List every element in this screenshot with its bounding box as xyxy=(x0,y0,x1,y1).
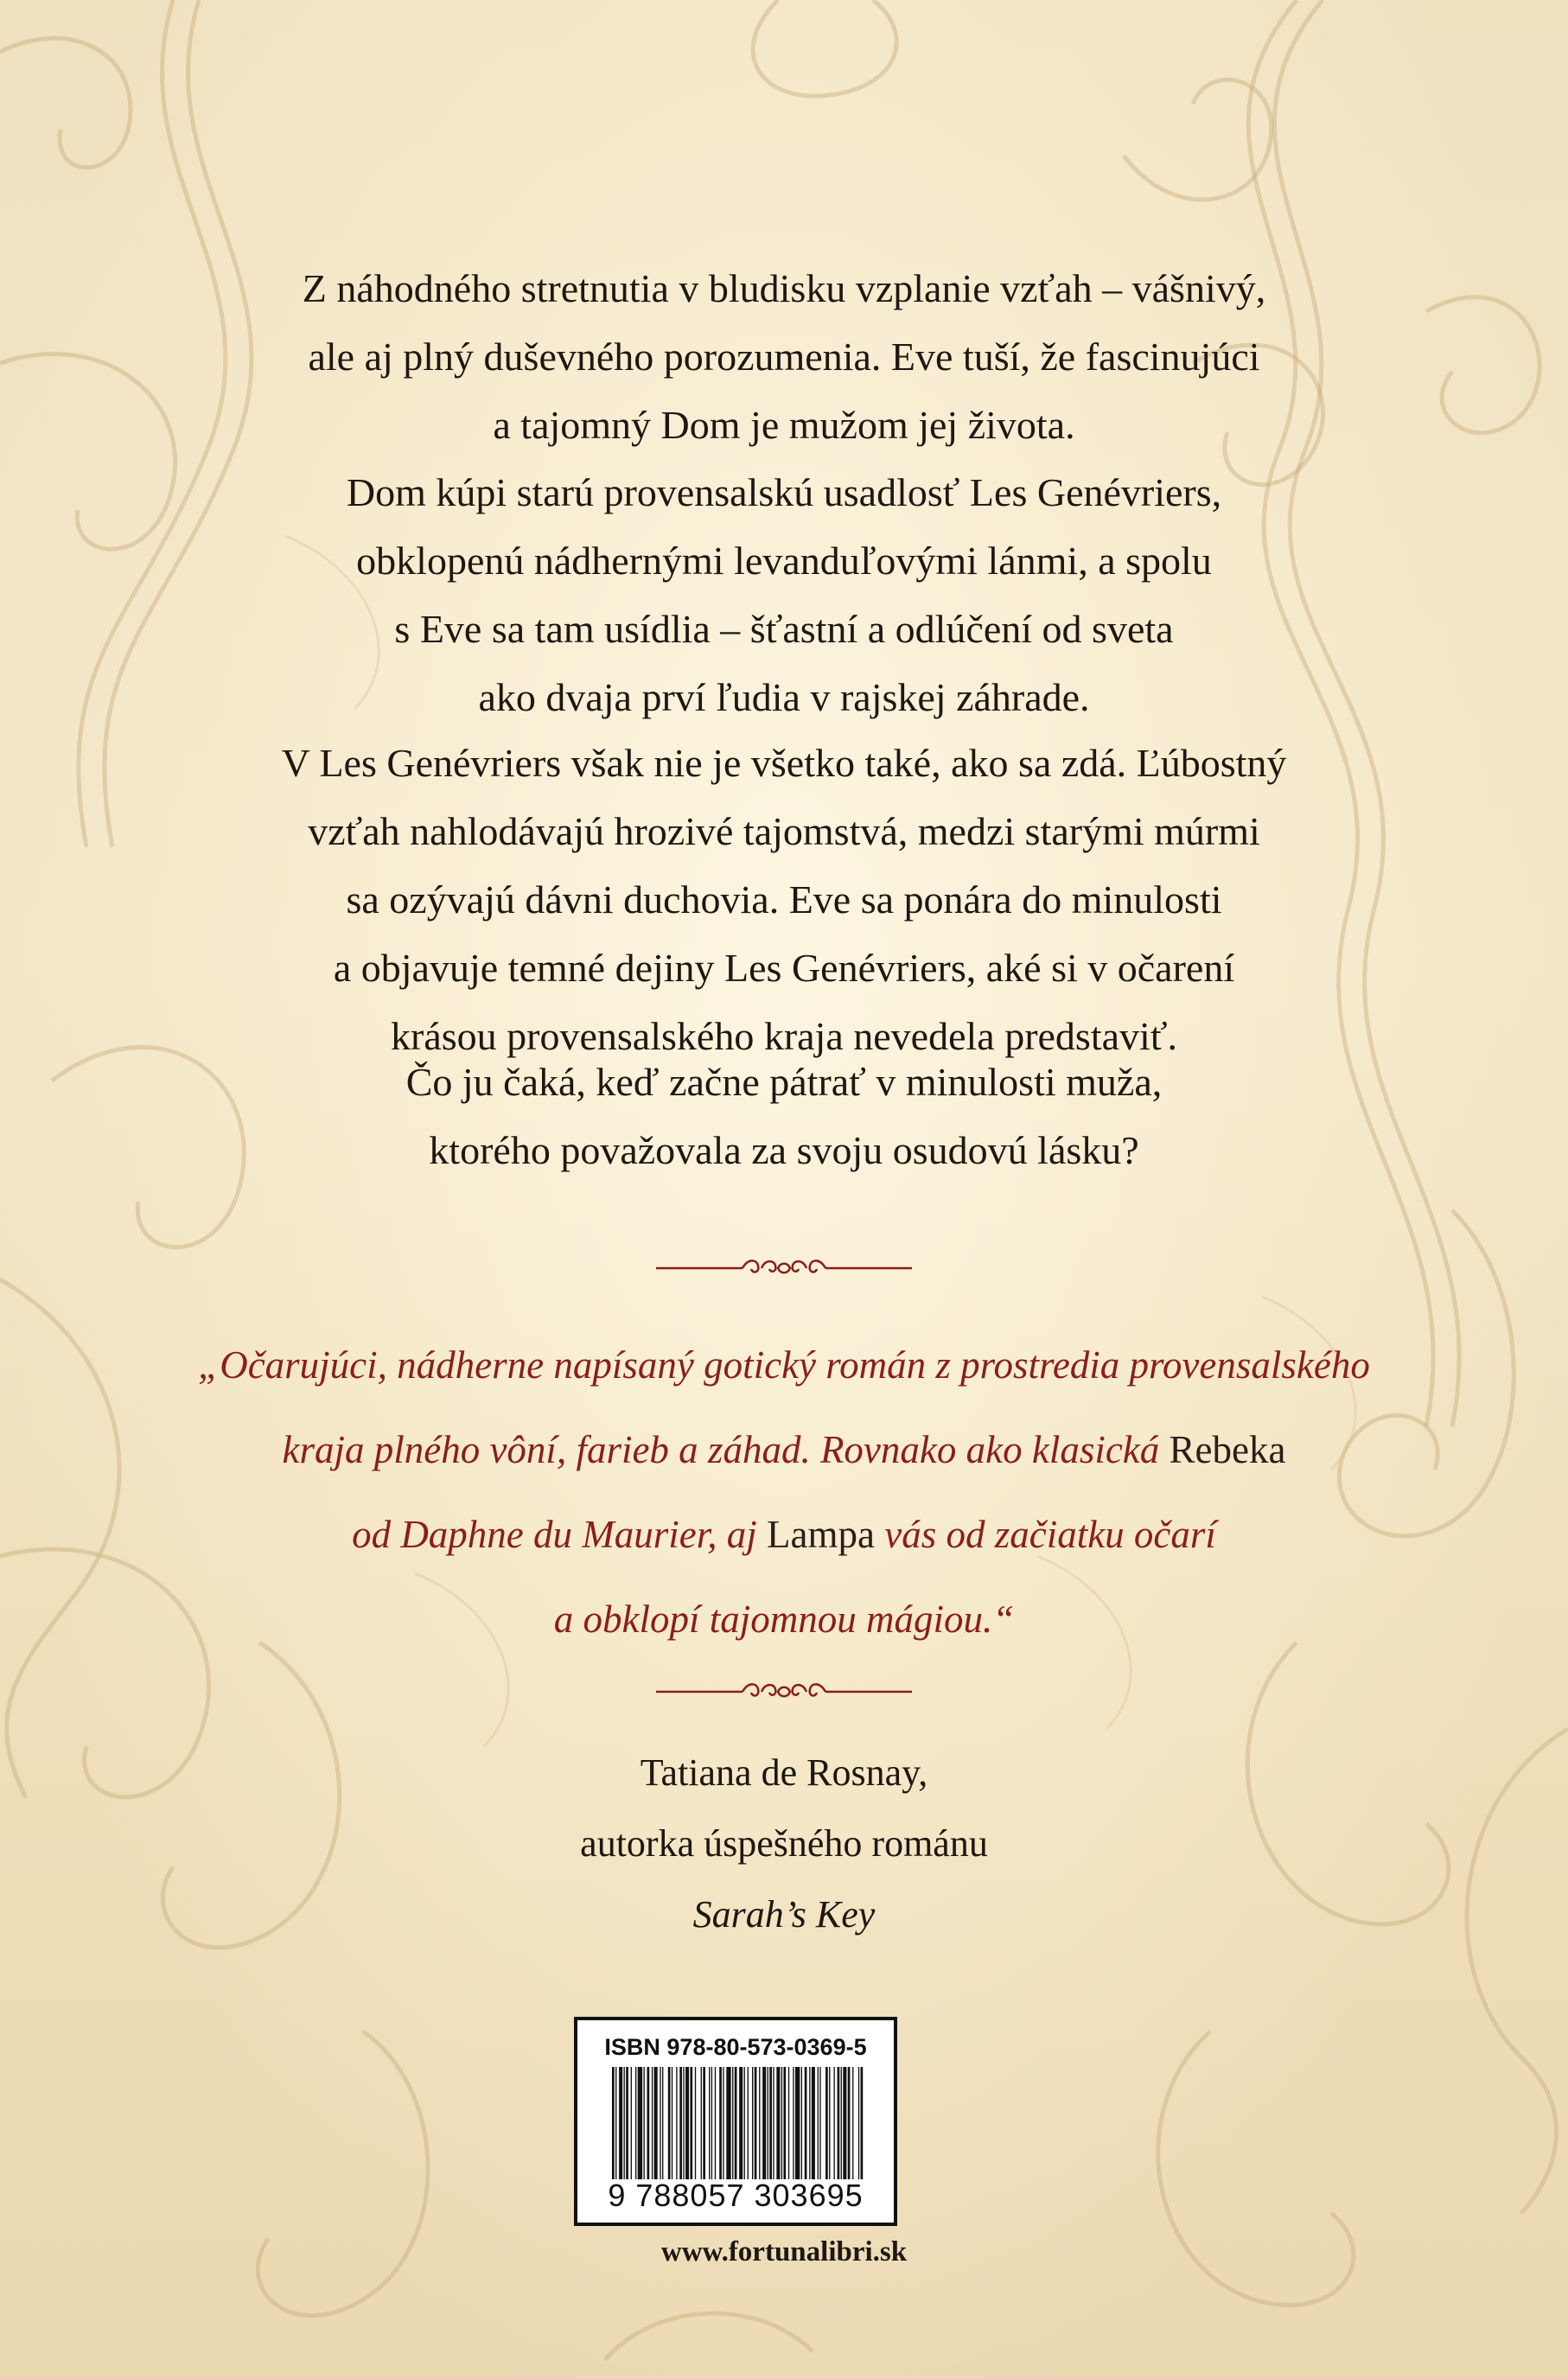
quote-text: a obklopí tajomnou mágiou.“ xyxy=(553,1598,1015,1641)
text-line: V Les Genévriers však nie je všetko také, ako sa zdá. Ľúbostný xyxy=(281,741,1287,785)
blurb-paragraph-2 xyxy=(173,458,1395,731)
ornamental-divider-icon xyxy=(654,1679,914,1705)
isbn-number: ISBN 978-80-573-0369-5 xyxy=(604,2034,867,2060)
text-line: a objavuje temné dejiny Les Genévriers, aké si v očarení xyxy=(333,946,1235,990)
blurb-paragraph-3 xyxy=(173,729,1395,1070)
quote-text: kraja plného vôní, farieb a záhad. Rovnako ako klasická xyxy=(282,1428,1170,1471)
text-line: ako dvaja prví ľudia v rajskej záhrade. xyxy=(478,675,1090,719)
quote-text: „Očarujúci, nádherne napísaný gotický román z prostredia provensalského xyxy=(198,1343,1370,1387)
quote-attribution xyxy=(173,1738,1395,1950)
text-line: obklopenú nádhernými levanduľovými lánmi, a spolu xyxy=(356,539,1212,583)
text-line: Z náhodného stretnutia v bludisku vzplanie vzťah – vášnivý, xyxy=(302,266,1266,310)
isbn-barcode-box xyxy=(574,2017,897,2226)
quote-text: od Daphne du Maurier, aj xyxy=(352,1513,768,1556)
text-line: Dom kúpi starú provensalskú usadlosť Les Genévriers, xyxy=(346,470,1222,514)
quote-text: vás od začiatku očarí xyxy=(874,1513,1216,1556)
quote-line xyxy=(121,1577,1447,1661)
book-title-lampa: Lampa xyxy=(767,1513,875,1556)
text-line: a tajomný Dom je mužom jej života. xyxy=(493,403,1075,447)
book-title-rebeka: Rebeka xyxy=(1169,1428,1286,1471)
text-line: s Eve sa tam usídlia – šťastní a odlúčení od sveta xyxy=(394,607,1174,651)
publisher-website: www.fortunalibri.sk xyxy=(660,2236,908,2267)
text-line: ktorého považovala za svoju osudovú lásku? xyxy=(429,1128,1139,1172)
barcode-digits: 9 788057 303695 xyxy=(608,2178,864,2213)
blurb-paragraph-4 xyxy=(173,1048,1395,1184)
author-book-title: Sarah’s Key xyxy=(692,1893,876,1936)
author-credit xyxy=(173,1808,1395,1950)
barcode-icon xyxy=(610,2067,870,2179)
testimonial-quote xyxy=(121,1323,1447,1661)
author-name: Tatiana de Rosnay, xyxy=(640,1751,928,1794)
ornamental-divider-icon xyxy=(654,1255,914,1281)
author-credit-text: autorka úspešného románu xyxy=(580,1822,988,1865)
text-line: Čo ju čaká, keď začne pátrať v minulosti muža, xyxy=(405,1060,1163,1104)
quote-line xyxy=(121,1323,1447,1407)
quote-line xyxy=(121,1492,1447,1577)
text-line: vzťah nahlodávajú hrozivé tajomstvá, medzi starými múrmi xyxy=(308,809,1260,853)
text-line: sa ozývajú dávni duchovia. Eve sa ponára do minulosti xyxy=(346,877,1222,922)
quote-line xyxy=(121,1407,1447,1492)
text-line: krásou provensalského kraja nevedela predstaviť. xyxy=(391,1014,1177,1058)
blurb-paragraph-1 xyxy=(173,254,1395,459)
text-line: ale aj plný duševného porozumenia. Eve tuší, že fascinujúci xyxy=(308,335,1260,379)
